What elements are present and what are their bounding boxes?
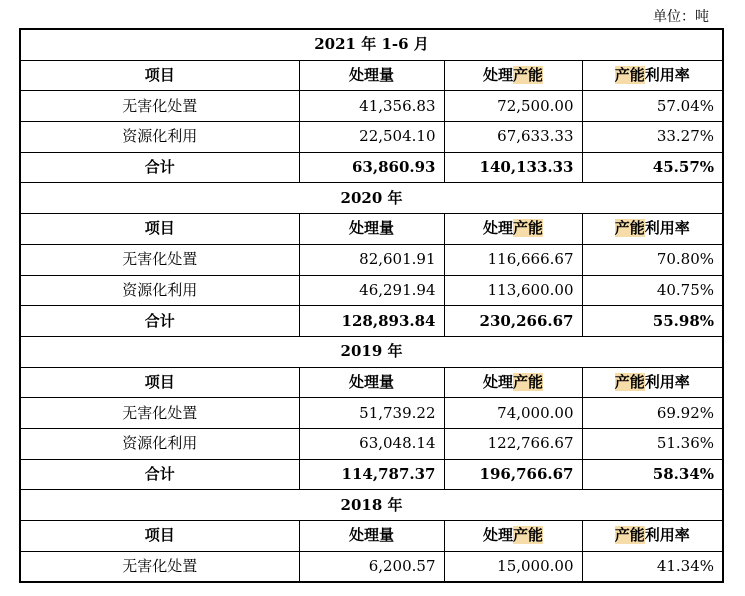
- value-cell: 69.92%: [582, 398, 723, 429]
- value-cell: 51,739.22: [299, 398, 444, 429]
- column-header: 处理产能: [444, 521, 582, 552]
- total-row: [20, 152, 723, 183]
- period-heading-row: [20, 29, 723, 60]
- total-row: [20, 459, 723, 490]
- value-cell: 113,600.00: [444, 275, 582, 306]
- column-header: 产能利用率: [582, 60, 723, 91]
- column-header: 产能利用率: [582, 521, 723, 552]
- column-header-row: [20, 521, 723, 552]
- value-cell: 6,200.57: [299, 551, 444, 582]
- column-header: 处理量: [299, 521, 444, 552]
- value-cell: 40.75%: [582, 275, 723, 306]
- total-value: 114,787.37: [299, 459, 444, 490]
- period-label: 2021 年 1-6 月: [20, 29, 723, 60]
- total-value: 58.34%: [582, 459, 723, 490]
- column-header-row: [20, 214, 723, 245]
- period-heading-row: [20, 336, 723, 367]
- period-label: 2018 年: [20, 490, 723, 521]
- value-cell: 41,356.83: [299, 91, 444, 122]
- value-cell: 46,291.94: [299, 275, 444, 306]
- value-cell: 122,766.67: [444, 428, 582, 459]
- period-heading-row: [20, 183, 723, 214]
- value-cell: 41.34%: [582, 551, 723, 582]
- value-cell: 15,000.00: [444, 551, 582, 582]
- period-label: 2020 年: [20, 183, 723, 214]
- capacity-utilization-table: [19, 28, 724, 583]
- period-label: 2019 年: [20, 336, 723, 367]
- highlight-mark: 产能: [614, 372, 645, 391]
- value-cell: 57.04%: [582, 91, 723, 122]
- column-header: 产能利用率: [582, 367, 723, 398]
- table-row: [20, 551, 723, 582]
- total-label: 合计: [20, 459, 299, 490]
- table-row: [20, 91, 723, 122]
- value-cell: 72,500.00: [444, 91, 582, 122]
- total-value: 230,266.67: [444, 306, 582, 337]
- highlight-mark: 产能: [513, 526, 544, 545]
- column-header: 项目: [20, 214, 299, 245]
- row-label: 无害化处置: [20, 244, 299, 275]
- unit-label: 单位：吨: [653, 9, 709, 25]
- highlight-mark: 产能: [513, 66, 544, 85]
- column-header: 处理量: [299, 367, 444, 398]
- total-label: 合计: [20, 152, 299, 183]
- column-header-row: [20, 367, 723, 398]
- highlight-mark: 产能: [614, 66, 645, 85]
- total-value: 196,766.67: [444, 459, 582, 490]
- table-row: [20, 398, 723, 429]
- table-row: [20, 122, 723, 153]
- value-cell: 116,666.67: [444, 244, 582, 275]
- column-header: 产能利用率: [582, 214, 723, 245]
- highlight-mark: 产能: [513, 372, 544, 391]
- column-header: 处理产能: [444, 60, 582, 91]
- row-label: 资源化利用: [20, 275, 299, 306]
- row-label: 资源化利用: [20, 122, 299, 153]
- value-cell: 51.36%: [582, 428, 723, 459]
- total-row: [20, 306, 723, 337]
- table-row: [20, 275, 723, 306]
- period-heading-row: [20, 490, 723, 521]
- column-header: 处理量: [299, 214, 444, 245]
- total-value: 45.57%: [582, 152, 723, 183]
- highlight-mark: 产能: [614, 526, 645, 545]
- value-cell: 63,048.14: [299, 428, 444, 459]
- row-label: 无害化处置: [20, 398, 299, 429]
- total-value: 128,893.84: [299, 306, 444, 337]
- total-value: 63,860.93: [299, 152, 444, 183]
- column-header: 处理产能: [444, 214, 582, 245]
- total-value: 140,133.33: [444, 152, 582, 183]
- highlight-mark: 产能: [614, 219, 645, 238]
- column-header: 项目: [20, 60, 299, 91]
- value-cell: 33.27%: [582, 122, 723, 153]
- value-cell: 82,601.91: [299, 244, 444, 275]
- highlight-mark: 产能: [513, 219, 544, 238]
- value-cell: 67,633.33: [444, 122, 582, 153]
- row-label: 资源化利用: [20, 428, 299, 459]
- row-label: 无害化处置: [20, 551, 299, 582]
- column-header: 处理量: [299, 60, 444, 91]
- total-value: 55.98%: [582, 306, 723, 337]
- table-row: [20, 244, 723, 275]
- table-row: [20, 428, 723, 459]
- column-header: 项目: [20, 521, 299, 552]
- row-label: 无害化处置: [20, 91, 299, 122]
- column-header-row: [20, 60, 723, 91]
- total-label: 合计: [20, 306, 299, 337]
- column-header: 项目: [20, 367, 299, 398]
- value-cell: 74,000.00: [444, 398, 582, 429]
- value-cell: 22,504.10: [299, 122, 444, 153]
- column-header: 处理产能: [444, 367, 582, 398]
- value-cell: 70.80%: [582, 244, 723, 275]
